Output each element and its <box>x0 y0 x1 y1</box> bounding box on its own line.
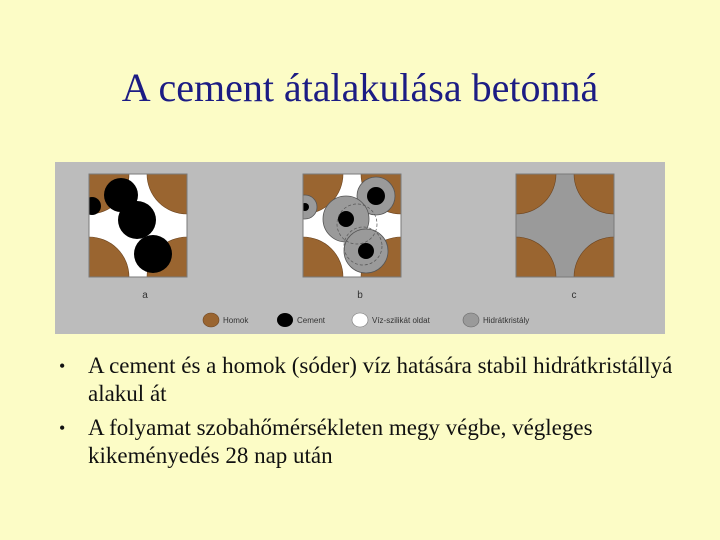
legend-item-solution <box>352 313 431 327</box>
legend-label-solution: Víz-szilikát oldat <box>372 316 430 325</box>
bullet-list <box>55 352 695 476</box>
legend-swatch-cement <box>277 313 293 327</box>
cement-particle <box>134 235 172 273</box>
legend-label-hydrate: Hidrátkristály <box>483 316 530 325</box>
bullet-item <box>55 352 695 408</box>
cement-particle <box>118 201 156 239</box>
bullet-item <box>55 414 695 470</box>
bullet-text: A cement és a homok (sóder) víz hatására stabil hidrátkristállyá alakul át <box>88 353 673 406</box>
slide-title: A cement átalakulása betonná <box>121 65 599 110</box>
legend-label-homok: Homok <box>223 316 249 325</box>
legend-label-cement: Cement <box>297 316 326 325</box>
legend-swatch-hydrate <box>463 313 479 327</box>
bullet-text: A folyamat szobahőmérsékleten megy végbe, végleges kikeményedés 28 nap után <box>88 415 593 468</box>
panel-label-b: b <box>357 290 363 301</box>
cement-hydration-figure <box>55 162 665 334</box>
panel-label-a: a <box>142 290 148 301</box>
panel-label-c: c <box>571 290 577 301</box>
hydration-diagram-svg <box>55 162 665 334</box>
legend-item-cement <box>277 313 326 327</box>
cement-particle <box>358 243 374 259</box>
legend-item-homok <box>203 313 249 327</box>
cement-particle <box>338 211 354 227</box>
bullet-dot-icon: • <box>59 418 66 438</box>
legend-swatch-solution <box>352 313 368 327</box>
bullet-dot-icon: • <box>59 356 66 376</box>
legend-item-hydrate <box>463 313 529 327</box>
cement-particle <box>367 187 385 205</box>
legend-swatch-sand <box>203 313 219 327</box>
